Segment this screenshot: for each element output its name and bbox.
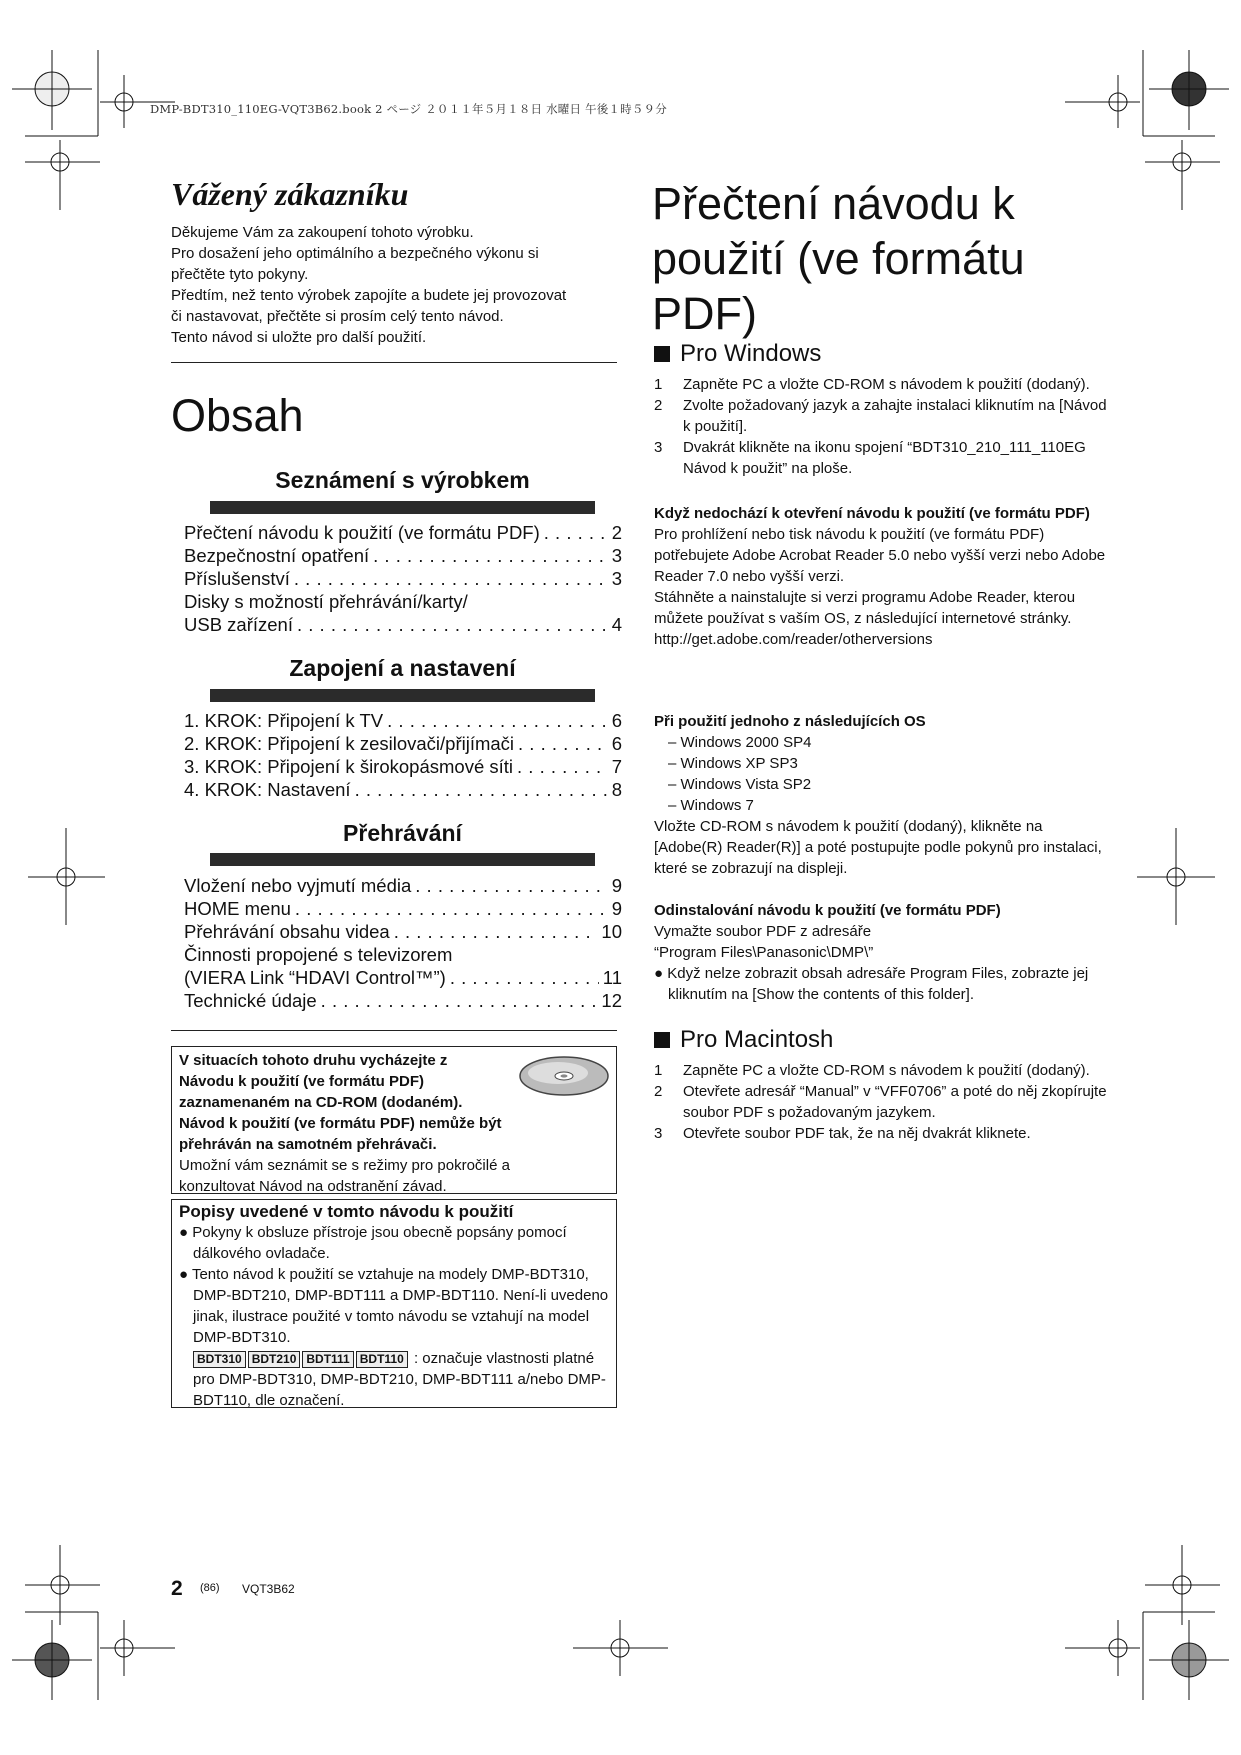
os-item: – Windows Vista SP2 (668, 776, 812, 793)
step-item: 2 Zvolte požadovaný jazyk a zahajte instalaci kliknutím na [Návod k použití]. (654, 397, 1107, 435)
toc-item[interactable]: 1. KROK: Připojení k TV . . . 6 (184, 709, 622, 732)
square-bullet-icon (654, 1032, 670, 1048)
toc-list (184, 709, 622, 801)
mac-steps (654, 1060, 1114, 1144)
cdrom-note-bold-line: zaznamenaném na CD-ROM (dodaném). (179, 1094, 463, 1111)
toc-item[interactable]: (VIERA Link “HDAVI Control™”) . . . 11 (184, 966, 622, 989)
toc-item[interactable]: Činnosti propojené s televizorem (184, 944, 453, 965)
model-tag: BDT210 (248, 1351, 301, 1368)
not-open-text: Pro prohlížení nebo tisk návodu k použití (ve formátu PDF) potřebujete Adobe Acrobat Reader 5.0 nebo vyšší verzi nebo Adobe Reader 7.0 nebo vyšší verzi. (654, 526, 1106, 585)
step-item: 2 Otevřete adresář “Manual” v “VFF0706” a poté do něj zkopírujte soubor PDF s požadovaným jazykem. (654, 1083, 1107, 1121)
step-item: 1 Zapněte PC a vložte CD-ROM s návodem k použití (dodaný). (654, 1062, 1090, 1079)
cdrom-note-bold-line: Návodu k použití (ve formátu PDF) (179, 1073, 425, 1090)
toc-item[interactable]: USB zařízení . . . 4 (184, 613, 622, 636)
cdrom-note-bold-line: přehráván na samotném přehrávači. (179, 1136, 437, 1153)
not-open-heading: Když nedochází k otevření návodu k použití (ve formátu PDF) (654, 505, 1090, 522)
square-bullet-icon (654, 346, 670, 362)
model-tags-line (179, 1348, 609, 1411)
os-item: – Windows 2000 SP4 (668, 734, 812, 751)
os-item: – Windows 7 (668, 797, 754, 814)
greeting-line: či nastavovat, přečtěte si prosím celý tento návod. (171, 308, 504, 325)
toc-title: Obsah (171, 390, 304, 441)
toc-item[interactable]: Vložení nebo vyjmutí média . . . 9 (184, 874, 622, 897)
step-item: 3 Otevřete soubor PDF tak, že na něj dvakrát kliknete. (654, 1125, 1031, 1142)
mac-heading: Pro Macintosh (654, 1026, 833, 1054)
windows-heading: Pro Windows (654, 340, 821, 368)
uninstall-section (654, 900, 1114, 1005)
toc-item[interactable]: Přehrávání obsahu videa . . . 10 (184, 920, 622, 943)
toc-item[interactable]: Disky s možností přehrávání/karty/ (184, 591, 468, 612)
bullet-item: ● Pokyny k obsluze přístroje jsou obecně popsány pomocí dálkového ovladače. (179, 1224, 567, 1262)
greeting-line: Předtím, než tento výrobek zapojíte a budete jej provozovat (171, 287, 567, 304)
page-number: 2 (171, 1577, 183, 1600)
page-ref: (86) (200, 1582, 220, 1594)
toc-section-heading: Seznámení s výrobkem (275, 467, 530, 493)
bullet-icon: ● (179, 1224, 193, 1241)
step-item: 1 Zapněte PC a vložte CD-ROM s návodem k použití (dodaný). (654, 376, 1090, 393)
cdrom-note-line: Umožní vám seznámit se s režimy pro pokročilé a (179, 1157, 510, 1174)
adobe-url-link[interactable]: http://get.adobe.com/reader/otherversions (654, 631, 933, 648)
step-item: 3 Dvakrát klikněte na ikonu spojení “BDT310_210_111_110EG Návod k použit” na ploše. (654, 439, 1086, 477)
os-item: – Windows XP SP3 (668, 755, 798, 772)
toc-list (184, 521, 622, 636)
cdrom-note-bold-line: Návod k použití (ve formátu PDF) nemůže být (179, 1115, 502, 1132)
greeting-line: přečtěte tyto pokyny. (171, 266, 309, 283)
toc-item[interactable]: 2. KROK: Připojení k zesilovači/přijímači . . . 6 (184, 732, 622, 755)
toc-item[interactable]: 4. KROK: Nastavení . . . 8 (184, 778, 622, 801)
greeting-title: Vážený zákazníku (171, 176, 409, 212)
not-open-section (654, 503, 1114, 650)
toc-section-heading: Přehrávání (343, 820, 462, 846)
uninstall-heading: Odinstalování návodu k použití (ve formátu PDF) (654, 902, 1001, 919)
download-text: Stáhněte a nainstalujte si verzi programu Adobe Reader, kterou můžete používat s vaším OS, z následující internetové stránky. (654, 589, 1076, 627)
toc-item[interactable]: 3. KROK: Připojení k širokopásmové síti . . . 7 (184, 755, 622, 778)
bullet-item: ● Tento návod k použití se vztahuje na modely DMP-BDT310, DMP-BDT210, DMP-BDT111 a DMP-BDT110. Není-li uvedeno jinak, ilustrace použité v tomto návodu se vztahují na model DMP-BDT310. (179, 1266, 609, 1346)
divider (171, 1030, 617, 1031)
section-bar (210, 853, 595, 866)
os-heading: Při použití jednoho z následujících OS (654, 713, 926, 730)
bullet-icon: ● (654, 965, 668, 982)
greeting-line: Tento návod si uložte pro další použití. (171, 329, 427, 346)
section-bar (210, 689, 595, 702)
windows-steps (654, 374, 1114, 479)
section-bar (210, 501, 595, 514)
greeting-line: Děkujeme Vám za zakoupení tohoto výrobku. (171, 224, 474, 241)
cd-disc-icon (518, 1055, 610, 1097)
uninstall-line: “Program Files\Panasonic\DMP\” (654, 944, 874, 961)
greeting-line: Pro dosažení jeho optimálního a bezpečného výkonu si (171, 245, 539, 262)
divider (171, 362, 617, 363)
toc-item[interactable]: Bezpečnostní opatření . . . 3 (184, 544, 622, 567)
greeting-text (171, 222, 621, 348)
descriptions-box (171, 1199, 617, 1408)
toc-item[interactable]: Technické údaje . . . 12 (184, 989, 622, 1012)
cdrom-note-line: konzultovat Návod na odstranění závad. (179, 1178, 447, 1195)
toc-section-heading: Zapojení a nastavení (289, 655, 516, 681)
toc-item[interactable]: Přečtení návodu k použití (ve formátu PDF) . . . 2 (184, 521, 622, 544)
toc-item[interactable]: Příslušenství . . . 3 (184, 567, 622, 590)
cdrom-note-box (171, 1046, 617, 1194)
os-text: Vložte CD-ROM s návodem k použití (dodaný), klikněte na [Adobe(R) Reader(R)] a poté postupujte podle pokynů pro instalaci, které se zobrazují na displeji. (654, 818, 1102, 877)
cdrom-note-bold-line: V situacích tohoto druhu vycházejte z (179, 1052, 448, 1069)
toc-list (184, 874, 622, 1012)
descriptions-heading: Popisy uvedené v tomto návodu k použití (179, 1202, 514, 1221)
os-section (654, 711, 1114, 879)
bullet-item: ● Když nelze zobrazit obsah adresáře Program Files, zobrazte jej kliknutím na [Show the contents of this folder]. (654, 965, 1089, 1003)
print-header: DMP-BDT310_110EG-VQT3B62.book 2 ページ ２０１１年５月１８日 水曜日 午後１時５９分 (150, 102, 667, 116)
bullet-icon: ● (179, 1266, 192, 1283)
pdf-manual-title: Přečtení návodu k použití (ve formátu PDF) (652, 178, 1025, 339)
model-tag: BDT111 (302, 1351, 353, 1368)
uninstall-line: Vymažte soubor PDF z adresáře (654, 923, 872, 940)
toc-item[interactable]: HOME menu . . . 9 (184, 897, 622, 920)
model-tag: BDT310 (193, 1351, 246, 1368)
model-tags-text: : označuje vlastnosti platné pro DMP-BDT310, DMP-BDT210, DMP-BDT111 a/nebo DMP-BDT110, dle označení. (193, 1350, 606, 1409)
document-code: VQT3B62 (242, 1582, 295, 1596)
model-tag: BDT110 (356, 1351, 408, 1368)
